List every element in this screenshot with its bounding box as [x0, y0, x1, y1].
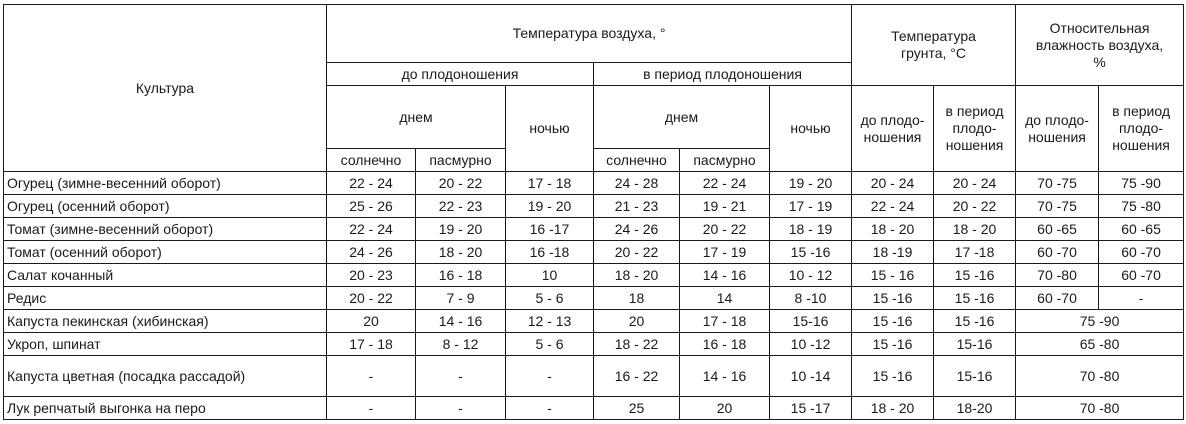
cell: 20	[680, 397, 770, 420]
cloudy-header-before: пасмурно	[416, 149, 506, 172]
air-temp-header: Температура воздуха, °	[327, 5, 852, 63]
humidity-before-header: до плодо- ношения	[1016, 86, 1099, 172]
cell: 20 - 23	[327, 264, 416, 287]
table-row	[4, 241, 1184, 264]
cell: 20 - 22	[416, 172, 506, 195]
cell: 19 - 20	[506, 195, 594, 218]
humidity-merged-cell: 75 -90	[1016, 310, 1184, 333]
cell: 21 - 23	[594, 195, 680, 218]
table-row	[4, 397, 1184, 420]
cell: 60 -70	[1016, 241, 1099, 264]
table-row	[4, 264, 1184, 287]
cell: -	[416, 397, 506, 420]
soil-before-header: до плодо- ношения	[852, 86, 934, 172]
cell: 20 - 22	[594, 241, 680, 264]
cell: 20	[594, 310, 680, 333]
cell: -	[327, 356, 416, 397]
cell: 22 - 24	[680, 172, 770, 195]
sunny-header-during: солнечно	[594, 149, 680, 172]
culture-name: Лук репчатый выгонка на перо	[4, 397, 327, 420]
cell: 18 - 20	[934, 218, 1016, 241]
cell: 20	[327, 310, 416, 333]
cell: 8 -10	[770, 287, 852, 310]
cell: 18 - 20	[852, 397, 934, 420]
cell: 16 - 22	[594, 356, 680, 397]
cell: 24 - 26	[594, 218, 680, 241]
cell: 20 - 22	[934, 195, 1016, 218]
cell: 60 -70	[1099, 241, 1184, 264]
cell: 15 -16	[934, 264, 1016, 287]
cell: 10 -12	[770, 333, 852, 356]
cell: 60 -70	[1099, 264, 1184, 287]
cell: 18 - 20	[416, 241, 506, 264]
cell: 22 - 24	[852, 195, 934, 218]
cell: 15-16	[934, 333, 1016, 356]
during-fruiting-header: в период плодоношения	[594, 63, 852, 86]
cell: 15 -17	[770, 397, 852, 420]
cell: 8 - 12	[416, 333, 506, 356]
cell: 18-20	[934, 397, 1016, 420]
cell: 16 - 18	[416, 264, 506, 287]
culture-name: Томат (зимне-весенний оборот)	[4, 218, 327, 241]
cell: 24 - 28	[594, 172, 680, 195]
cell: 17 -18	[934, 241, 1016, 264]
cell: 60 -65	[1016, 218, 1099, 241]
cell: -	[327, 397, 416, 420]
cell: 19 - 21	[680, 195, 770, 218]
cell: 15 -16	[934, 287, 1016, 310]
cell: 60 -65	[1099, 218, 1184, 241]
cell: 14 - 16	[416, 310, 506, 333]
cell: 12 - 13	[506, 310, 594, 333]
cell: 10 - 12	[770, 264, 852, 287]
cell: 22 - 23	[416, 195, 506, 218]
cell: 15 -16	[770, 241, 852, 264]
cell: 15 - 16	[852, 264, 934, 287]
cell: 18 - 20	[594, 264, 680, 287]
cell: 19 - 20	[416, 218, 506, 241]
cell: 60 -70	[1016, 287, 1099, 310]
culture-name: Огурец (зимне-весенний оборот)	[4, 172, 327, 195]
culture-name: Редис	[4, 287, 327, 310]
cell: 14	[680, 287, 770, 310]
before-fruiting-header: до плодоношения	[327, 63, 594, 86]
cell: 5 - 6	[506, 333, 594, 356]
cell: 15 -16	[852, 333, 934, 356]
day-header-before: днем	[327, 86, 506, 149]
cell: 18	[594, 287, 680, 310]
cell: 14 - 16	[680, 356, 770, 397]
cell: 20 - 22	[327, 287, 416, 310]
cell: 70 -75	[1016, 172, 1099, 195]
culture-name: Капуста пекинская (хибинская)	[4, 310, 327, 333]
culture-name: Укроп, шпинат	[4, 333, 327, 356]
cell: -	[416, 356, 506, 397]
cell: -	[506, 356, 594, 397]
climate-table	[3, 4, 1184, 420]
humidity-merged-cell: 70 -80	[1016, 397, 1184, 420]
cell: 10	[506, 264, 594, 287]
soil-during-header: в период плодо- ношения	[934, 86, 1016, 172]
cell: 5 - 6	[506, 287, 594, 310]
cell: 20 - 22	[680, 218, 770, 241]
cell: 15 -16	[852, 287, 934, 310]
day-header-during: днем	[594, 86, 770, 149]
cell: 15-16	[770, 310, 852, 333]
cell: 18 - 19	[770, 218, 852, 241]
cell: 16 -18	[506, 241, 594, 264]
cell: -	[506, 397, 594, 420]
culture-name: Огурец (осенний оборот)	[4, 195, 327, 218]
table-row	[4, 310, 1184, 333]
table-row	[4, 218, 1184, 241]
cell: 15-16	[934, 356, 1016, 397]
table-row	[4, 195, 1184, 218]
cell: 19 - 20	[770, 172, 852, 195]
soil-temp-header: Температура грунта, °C	[852, 5, 1016, 86]
table-row	[4, 172, 1184, 195]
cell: 24 - 26	[327, 241, 416, 264]
cell: 17 - 19	[770, 195, 852, 218]
table-row	[4, 287, 1184, 310]
humidity-merged-cell: 70 -80	[1016, 356, 1184, 397]
night-header-during: ночью	[770, 86, 852, 172]
cell: 16 - 18	[680, 333, 770, 356]
cloudy-header-during: пасмурно	[680, 149, 770, 172]
humidity-merged-cell: 65 -80	[1016, 333, 1184, 356]
cell: 20 - 24	[934, 172, 1016, 195]
cell: 18 - 22	[594, 333, 680, 356]
cell: 25 - 26	[327, 195, 416, 218]
humidity-during-header: в период плодо- ношения	[1099, 86, 1184, 172]
cell: 15 -16	[852, 310, 934, 333]
cell: 17 - 18	[680, 310, 770, 333]
table-row	[4, 333, 1184, 356]
cell: 17 - 19	[680, 241, 770, 264]
cell: 18 - 20	[852, 218, 934, 241]
cell: 20 - 24	[852, 172, 934, 195]
culture-name: Салат кочанный	[4, 264, 327, 287]
cell: 7 - 9	[416, 287, 506, 310]
cell: 75 -90	[1099, 172, 1184, 195]
cell: -	[1099, 287, 1184, 310]
cell: 70 -75	[1016, 195, 1099, 218]
cell: 16 -17	[506, 218, 594, 241]
culture-name: Томат (осенний оборот)	[4, 241, 327, 264]
cell: 10 -14	[770, 356, 852, 397]
sunny-header-before: солнечно	[327, 149, 416, 172]
cell: 17 - 18	[327, 333, 416, 356]
cell: 14 - 16	[680, 264, 770, 287]
culture-name: Капуста цветная (посадка рассадой)	[4, 356, 327, 397]
table-row	[4, 356, 1184, 397]
cell: 25	[594, 397, 680, 420]
cell: 70 -80	[1016, 264, 1099, 287]
cell: 17 - 18	[506, 172, 594, 195]
night-header-before: ночью	[506, 86, 594, 172]
cell: 15 -16	[934, 310, 1016, 333]
cell: 18 -19	[852, 241, 934, 264]
cell: 15 -16	[852, 356, 934, 397]
humidity-header: Относительная влажность воздуха, %	[1016, 5, 1184, 86]
cell: 75 -80	[1099, 195, 1184, 218]
cell: 22 - 24	[327, 172, 416, 195]
culture-header: Культура	[4, 5, 327, 172]
cell: 22 - 24	[327, 218, 416, 241]
